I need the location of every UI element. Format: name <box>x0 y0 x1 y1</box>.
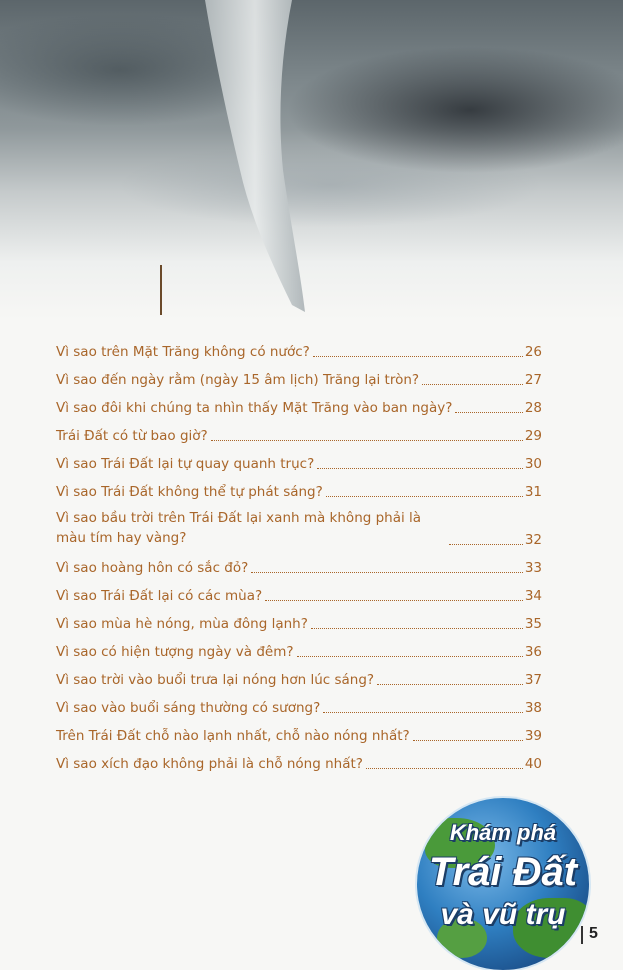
toc-page: 32 <box>524 532 542 548</box>
toc-title: Vì sao bầu trời trên Trái Đất lại xanh mà không phải là màu tím hay vàng? <box>56 510 422 546</box>
toc-entry[interactable] <box>56 672 542 688</box>
dot-leader <box>211 440 523 441</box>
toc-title: Vì sao hoàng hôn có sắc đỏ? <box>56 560 249 576</box>
dot-leader <box>326 496 523 497</box>
toc-page: 40 <box>524 756 542 772</box>
toc-entry[interactable] <box>56 344 542 360</box>
toc-title: Vì sao có hiện tượng ngày và đêm? <box>56 644 294 660</box>
toc-page: 35 <box>524 616 542 632</box>
vertical-rule <box>160 265 162 315</box>
toc-entry[interactable] <box>56 616 542 632</box>
toc-page: 36 <box>524 644 542 660</box>
toc-page: 39 <box>524 728 542 744</box>
logo-line-3: và vũ trụ <box>440 898 566 931</box>
dot-leader <box>265 600 523 601</box>
toc-entry[interactable] <box>56 372 542 388</box>
logo-line-2: Trái Đất <box>428 850 578 894</box>
toc-page: 26 <box>524 344 542 360</box>
dot-leader <box>377 684 523 685</box>
toc-entry[interactable] <box>56 728 542 744</box>
toc-entry[interactable] <box>56 456 542 472</box>
toc-entry[interactable] <box>56 756 542 772</box>
dot-leader <box>313 356 523 357</box>
toc-page: 38 <box>524 700 542 716</box>
toc-page: 33 <box>524 560 542 576</box>
dot-leader <box>251 572 523 573</box>
toc-title: Vì sao đôi khi chúng ta nhìn thấy Mặt Trăng vào ban ngày? <box>56 400 453 416</box>
dot-leader <box>413 740 523 741</box>
toc-title: Vì sao Trái Đất lại tự quay quanh trục? <box>56 456 315 472</box>
toc-page: 37 <box>524 672 542 688</box>
toc-entry[interactable] <box>56 560 542 576</box>
toc-entry[interactable] <box>56 588 542 604</box>
toc-entry[interactable] <box>56 428 542 444</box>
toc-title: Vì sao trên Mặt Trăng không có nước? <box>56 344 310 360</box>
page-number-divider <box>581 926 583 944</box>
toc-title: Trên Trái Đất chỗ nào lạnh nhất, chỗ nào nóng nhất? <box>56 728 410 744</box>
toc-entry[interactable] <box>56 400 542 416</box>
dot-leader <box>297 656 523 657</box>
dot-leader <box>311 628 523 629</box>
toc-page: 31 <box>524 484 542 500</box>
tornado-funnel <box>0 0 623 320</box>
toc-page: 34 <box>524 588 542 604</box>
dot-leader <box>449 544 523 545</box>
dot-leader <box>366 768 523 769</box>
dot-leader <box>317 468 523 469</box>
toc-title: Vì sao trời vào buổi trưa lại nóng hơn lúc sáng? <box>56 672 375 688</box>
toc-title: Vì sao đến ngày rằm (ngày 15 âm lịch) Trăng lại tròn? <box>56 372 420 388</box>
toc-page: 29 <box>524 428 542 444</box>
page-number: 5 <box>589 925 598 942</box>
toc-title: Trái Đất có từ bao giờ? <box>56 428 208 444</box>
toc-entry[interactable] <box>56 644 542 660</box>
toc-page: 27 <box>524 372 542 388</box>
logo-line-1: Khám phá <box>449 820 557 845</box>
toc-title: Vì sao vào buổi sáng thường có sương? <box>56 700 321 716</box>
dot-leader <box>323 712 523 713</box>
dot-leader <box>455 412 522 413</box>
toc-entry[interactable] <box>56 484 542 500</box>
dot-leader <box>422 384 523 385</box>
toc-entry[interactable] <box>56 700 542 716</box>
toc-page: 30 <box>524 456 542 472</box>
series-logo-globe <box>417 798 589 970</box>
toc-title: Vì sao Trái Đất lại có các mùa? <box>56 588 263 604</box>
toc-title: Vì sao mùa hè nóng, mùa đông lạnh? <box>56 616 308 632</box>
toc-title: Vì sao Trái Đất không thể tự phát sáng? <box>56 484 323 500</box>
toc-page: 28 <box>524 400 542 416</box>
toc-title: Vì sao xích đạo không phải là chỗ nóng nhất? <box>56 756 363 772</box>
toc-entry[interactable] <box>56 508 542 548</box>
